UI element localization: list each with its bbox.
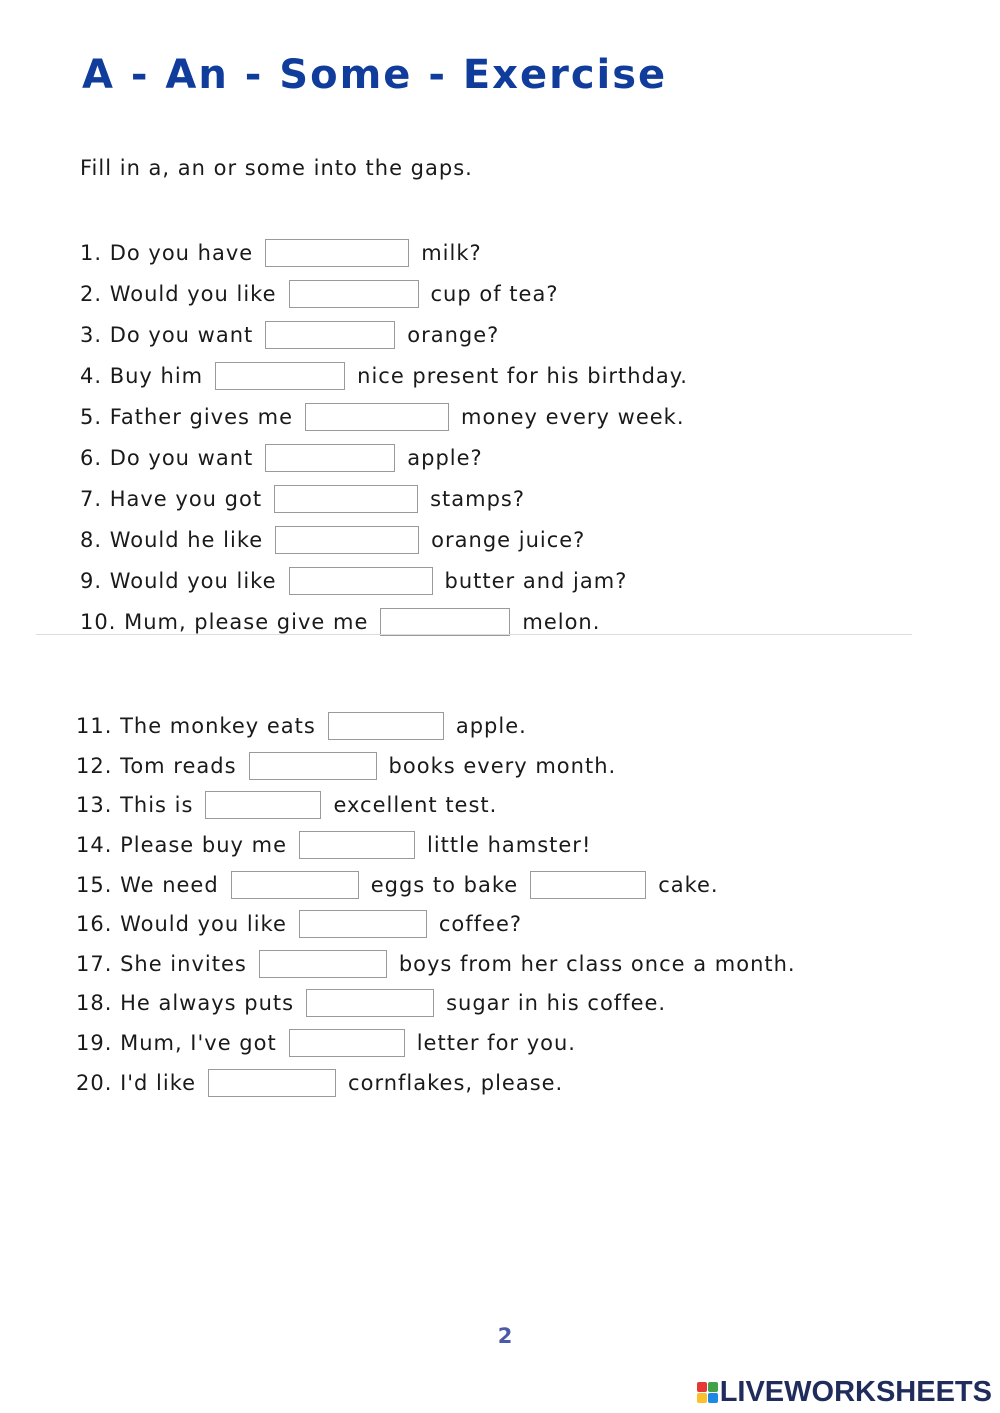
exercise-item-18 <box>76 987 666 1019</box>
exercise-item-4 <box>80 360 688 392</box>
item-text-before: 14. Please buy me <box>76 833 288 857</box>
item-text-before: 13. This is <box>76 793 194 817</box>
answer-input-18[interactable] <box>306 989 434 1017</box>
exercise-item-15 <box>76 869 719 901</box>
item-text-before: 11. The monkey eats <box>76 714 316 738</box>
item-text-before: 8. Would he like <box>80 528 264 552</box>
answer-input-9[interactable] <box>289 567 433 595</box>
exercise-item-8 <box>80 524 585 556</box>
item-text-after: stamps? <box>430 487 525 511</box>
item-text-before: 15. We need <box>76 873 219 897</box>
exercise-item-16 <box>76 908 522 940</box>
answer-input-17[interactable] <box>259 950 387 978</box>
answer-input-2[interactable] <box>289 280 419 308</box>
item-text-after: coffee? <box>438 912 523 936</box>
answer-input-10[interactable] <box>380 608 510 636</box>
logo-square-green <box>708 1382 718 1392</box>
brand-name: LIVEWORKSHEETS <box>719 1376 992 1408</box>
answer-input-20[interactable] <box>208 1069 336 1097</box>
exercise-item-7 <box>80 483 525 515</box>
exercise-item-19 <box>76 1027 576 1059</box>
exercise-item-20 <box>76 1067 563 1099</box>
answer-input-12[interactable] <box>249 752 377 780</box>
item-text-after: apple? <box>407 446 483 470</box>
liveworksheets-brand[interactable] <box>697 1376 992 1409</box>
item-text-before: 16. Would you like <box>76 912 287 936</box>
answer-input-4[interactable] <box>215 362 345 390</box>
section-divider <box>36 634 912 635</box>
item-text-after: nice present for his birthday. <box>357 364 688 388</box>
item-text-before: 20. I'd like <box>76 1071 197 1095</box>
item-text-after: melon. <box>522 610 601 634</box>
liveworksheets-logo-icon <box>697 1382 718 1403</box>
item-text-before: 3. Do you want <box>80 323 254 347</box>
answer-input-3[interactable] <box>265 321 395 349</box>
exercise-item-14 <box>76 829 591 861</box>
item-text-after: cornflakes, please. <box>348 1071 564 1095</box>
answer-input-6[interactable] <box>265 444 395 472</box>
item-text-after: money every week. <box>461 405 685 429</box>
page-number: 2 <box>497 1324 513 1348</box>
exercise-item-11 <box>76 710 527 742</box>
item-text-after: cake. <box>658 873 719 897</box>
item-text-before: 12. Tom reads <box>76 754 237 778</box>
item-text-after: orange juice? <box>431 528 586 552</box>
item-text-before: 6. Do you want <box>80 446 254 470</box>
exercise-item-9 <box>80 565 627 597</box>
logo-square-yellow <box>697 1393 707 1403</box>
item-text-before: 9. Would you like <box>80 569 277 593</box>
item-text-after: sugar in his coffee. <box>446 991 667 1015</box>
exercise-item-6 <box>80 442 483 474</box>
exercise-item-13 <box>76 789 497 821</box>
exercise-item-5 <box>80 401 685 433</box>
answer-input-19[interactable] <box>289 1029 405 1057</box>
answer-input-7[interactable] <box>274 485 418 513</box>
answer-input-16[interactable] <box>299 910 427 938</box>
item-text-after: butter and jam? <box>444 569 628 593</box>
item-text-middle: eggs to bake <box>370 873 519 897</box>
item-text-before: 18. He always puts <box>76 991 295 1015</box>
item-text-after: apple. <box>455 714 527 738</box>
answer-input-13[interactable] <box>205 791 321 819</box>
item-text-after: letter for you. <box>416 1031 576 1055</box>
item-text-before: 2. Would you like <box>80 282 277 306</box>
exercise-item-1 <box>80 237 482 269</box>
item-text-before: 17. She invites <box>76 952 247 976</box>
item-text-after: orange? <box>407 323 500 347</box>
item-text-before: 7. Have you got <box>80 487 263 511</box>
instruction-text: Fill in a, an or some into the gaps. <box>80 156 473 180</box>
item-text-before: 19. Mum, I've got <box>76 1031 277 1055</box>
exercise-item-3 <box>80 319 499 351</box>
item-text-after: milk? <box>421 241 482 265</box>
exercise-item-17 <box>76 948 796 980</box>
item-text-before: 4. Buy him <box>80 364 204 388</box>
item-text-after: excellent test. <box>333 793 498 817</box>
answer-input-1[interactable] <box>265 239 409 267</box>
exercise-item-2 <box>80 278 558 310</box>
answer-input-14[interactable] <box>299 831 415 859</box>
answer-input-15a[interactable] <box>231 871 359 899</box>
answer-input-11[interactable] <box>328 712 444 740</box>
logo-square-red <box>697 1382 707 1392</box>
logo-square-blue <box>708 1393 718 1403</box>
item-text-after: books every month. <box>388 754 617 778</box>
answer-input-8[interactable] <box>275 526 419 554</box>
item-text-after: cup of tea? <box>430 282 559 306</box>
item-text-before: 1. Do you have <box>80 241 254 265</box>
answer-input-15b[interactable] <box>530 871 646 899</box>
item-text-before: 10. Mum, please give me <box>80 610 369 634</box>
exercise-item-12 <box>76 750 616 782</box>
item-text-after: little hamster! <box>427 833 592 857</box>
worksheet-title: A - An - Some - Exercise <box>82 52 668 98</box>
answer-input-5[interactable] <box>305 403 449 431</box>
item-text-before: 5. Father gives me <box>80 405 294 429</box>
item-text-after: boys from her class once a month. <box>398 952 796 976</box>
